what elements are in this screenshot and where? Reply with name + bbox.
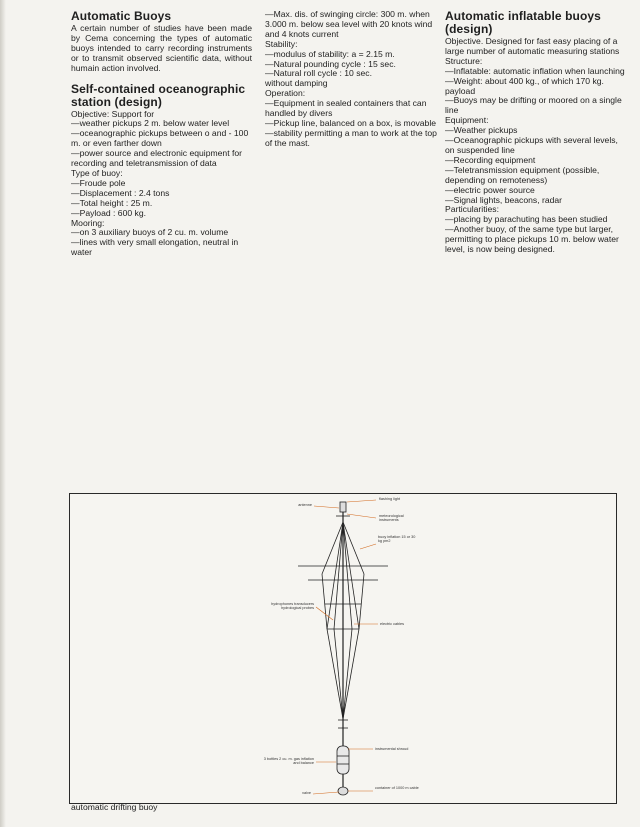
spec-line: Operation: <box>265 88 306 99</box>
automatic-buoys-title: Automatic Buoys <box>71 9 172 23</box>
station-title: Self-contained oceanographic station (design) <box>71 81 246 109</box>
label-buoy-inflation: buoy inflation 15 or 30 kg pm2 <box>378 535 416 544</box>
diagram-caption: automatic drifting buoy <box>71 802 158 812</box>
spec-line: —Froude pole <box>71 177 126 188</box>
spec-line: —power source and electronic equipment for recording and teletransmission of data <box>71 148 243 169</box>
spec-line: Type of buoy: <box>71 167 123 178</box>
column-left <box>71 10 252 258</box>
spec-line: —on 3 auxiliary buoys of 2 cu. m. volume <box>71 227 229 238</box>
spec-line: —Pickup line, balanced on a box, is movable <box>265 117 437 128</box>
label-meteorological-instruments: meteorological instruments <box>379 514 404 523</box>
spec-line: Structure: <box>445 55 483 66</box>
station-spec-list-continued <box>265 10 437 149</box>
spec-line: Mooring: <box>71 217 105 228</box>
spec-line: —stability permitting a man to work at the top of the mast. <box>265 127 437 148</box>
spec-line: Objective: Support for <box>71 108 155 119</box>
spec-line: —modulus of stability: a = 2.15 m. <box>265 48 395 59</box>
spec-line: —Max. dis. of swinging circle: 300 m. when 3.000 m. below sea level with 20 knots wind and 4 knots current <box>265 9 433 39</box>
spec-line: —Oceanographic pickups with several levels, on suspended line <box>445 135 618 155</box>
label-instrumental-shroud: instrumental shroud <box>375 747 409 751</box>
spec-line: —Inflatable: automatic inflation when launching <box>445 65 625 76</box>
label-gas-bottles: 3 bottles 2 cu. m. gas inflation and balance <box>263 757 314 766</box>
spec-line: Stability: <box>265 38 298 49</box>
inflatable-buoys-title: Automatic inflatable buoys (design) <box>445 9 601 36</box>
label-antenna: antenne <box>298 503 312 507</box>
spec-line: —Displacement : 2.4 tons <box>71 187 170 198</box>
spec-line: without damping <box>265 78 328 89</box>
column-middle <box>265 10 437 149</box>
spec-line: —Equipment in sealed containers that can handled by divers <box>265 98 427 119</box>
spec-line: —Another buoy, of the same type but larger, permitting to place pickups 10 m. below water level, is now being designed. <box>445 224 619 255</box>
spec-line: Objective. Designed for fast easy placing of a large number of automatic measuring stations <box>445 36 620 56</box>
column-right <box>445 10 625 255</box>
station-spec-list <box>71 110 252 259</box>
spec-line: —Natural roll cycle : 10 sec. <box>265 68 372 79</box>
spec-line: —oceanographic pickups between o and - 100 m. or even farther down <box>71 128 249 149</box>
label-electric-cables: electric cables <box>380 622 405 626</box>
spec-line: —Total height : 25 m. <box>71 197 153 208</box>
buoy-diagram <box>69 493 617 804</box>
spec-line: —placing by parachuting has been studied <box>445 214 608 225</box>
spec-line: Particularities: <box>445 204 499 215</box>
label-valve: valve <box>302 791 311 795</box>
spec-line: —lines with very small elongation, neutral in water <box>71 237 239 258</box>
automatic-buoys-paragraph: A certain number of studies have been made by Cema concerning the types of automatic buoys intended to carry recording instruments or to transmit observed scientific data, without humain action involved. <box>71 23 252 73</box>
spec-line: —Payload : 600 kg. <box>71 207 147 218</box>
spec-line: Equipment: <box>445 115 489 126</box>
label-flashing-light: flashing light <box>379 497 401 501</box>
spec-line: —Signal lights, beacons, radar <box>445 194 563 205</box>
spec-line: —Teletransmission equipment (possible, depending on remoteness) <box>445 164 600 185</box>
page-edge <box>0 0 6 827</box>
spec-line: —Natural pounding cycle : 15 sec. <box>265 58 396 69</box>
buoy-drawing <box>70 494 616 803</box>
spec-line: —Weight: about 400 kg., of which 170 kg. payload <box>445 75 604 96</box>
spec-line: —Buoys may be drifting or moored on a single line <box>445 95 622 116</box>
label-hydrophones: hydrophones transducers hydrological probes <box>271 602 314 611</box>
spec-line: —Weather pickups <box>445 125 518 136</box>
inflatable-spec-list <box>445 37 625 255</box>
spec-line: —electric power source <box>445 184 535 195</box>
label-cable-container: container of 1000 m cable <box>375 786 419 790</box>
spec-line: —Recording equipment <box>445 154 536 165</box>
spec-line: —weather pickups 2 m. below water level <box>71 118 230 129</box>
